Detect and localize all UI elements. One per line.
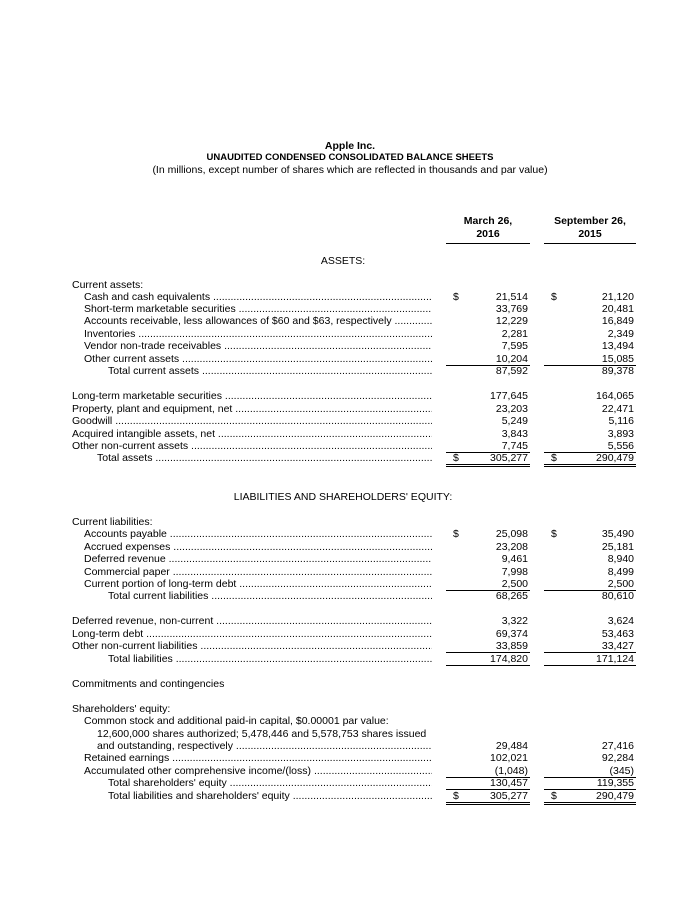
row-label: Deferred revenue ..... xyxy=(84,553,432,565)
amount: 177,645 xyxy=(490,390,528,402)
table-row xyxy=(0,452,700,464)
table-row xyxy=(0,403,700,415)
table-row xyxy=(0,541,700,553)
value-cell-2016 xyxy=(446,777,530,790)
row-label: Accrued expenses ..... xyxy=(84,541,432,553)
row-label: Vendor non-trade receivables ..... xyxy=(84,340,432,352)
value-cell-2016 xyxy=(446,291,530,303)
value-cell-2016 xyxy=(446,752,530,764)
row-label: 12,600,000 shares authorized; 5,478,446 and 5,578,753 shares issued xyxy=(97,728,427,740)
value-cell-2016 xyxy=(446,640,530,653)
amount: 7,595 xyxy=(501,340,528,352)
value-cell-2015 xyxy=(544,752,636,764)
assets-heading: ASSETS: xyxy=(320,255,366,267)
value-cell-2016 xyxy=(446,740,530,752)
table-row xyxy=(0,715,700,727)
row-label: Long-term marketable securities ..... xyxy=(72,390,432,402)
table-row xyxy=(0,415,700,427)
currency-symbol: $ xyxy=(551,291,557,303)
amount: 7,745 xyxy=(501,440,528,452)
amount: 7,998 xyxy=(501,566,528,578)
row-label: and outstanding, respectively ..... xyxy=(97,740,432,752)
amount: 3,624 xyxy=(607,615,634,627)
amount: 53,463 xyxy=(601,628,634,640)
table-row xyxy=(0,440,700,452)
amount: 21,514 xyxy=(495,291,528,303)
table-row xyxy=(0,728,700,740)
row-label: Accounts receivable, less allowances of $60 and $63, respectively ..... xyxy=(84,315,432,327)
amount: 12,229 xyxy=(495,315,528,327)
table-row xyxy=(0,777,700,789)
amount: 3,322 xyxy=(501,615,528,627)
row-label: Total assets ..... xyxy=(97,452,432,464)
amount: 33,769 xyxy=(495,303,528,315)
column-header-current xyxy=(446,215,530,244)
value-cell-2016 xyxy=(446,428,530,440)
row-label: Cash and cash equivalents ..... xyxy=(84,291,432,303)
value-cell-2015 xyxy=(544,553,636,565)
row-label: Total liabilities ..... xyxy=(108,653,432,665)
column-header-prior xyxy=(544,215,636,244)
value-cell-2015 xyxy=(544,328,636,340)
row-label: Commitments and contingencies xyxy=(72,678,225,690)
value-cell-2016 xyxy=(446,653,530,666)
table-row xyxy=(0,628,700,640)
amount: 130,457 xyxy=(490,777,528,789)
amount: 119,355 xyxy=(596,777,634,789)
row-label: Property, plant and equipment, net ..... xyxy=(72,403,432,415)
amount: 20,481 xyxy=(601,303,634,315)
value-cell-2016 xyxy=(446,415,530,427)
value-cell-2016 xyxy=(446,628,530,640)
table-row xyxy=(0,553,700,565)
row-label: Total current assets ..... xyxy=(108,365,432,377)
value-cell-2015 xyxy=(544,777,636,790)
amount: 5,556 xyxy=(607,440,634,452)
company-name: Apple Inc. xyxy=(324,140,376,152)
column-header-line: September 26, xyxy=(554,215,626,227)
row-label: Long-term debt ..... xyxy=(72,628,432,640)
value-cell-2015 xyxy=(544,790,636,805)
amount: 2,500 xyxy=(607,578,634,590)
row-label: Goodwill ..... xyxy=(72,415,432,427)
row-label: Other current assets ..... xyxy=(84,353,432,365)
amount: 33,859 xyxy=(495,640,528,652)
value-cell-2015 xyxy=(544,628,636,640)
table-row xyxy=(0,528,700,540)
currency-symbol: $ xyxy=(453,528,459,540)
amount: 164,065 xyxy=(596,390,634,402)
amount: 27,416 xyxy=(601,740,634,752)
table-row xyxy=(0,279,700,291)
amount: 29,484 xyxy=(495,740,528,752)
currency-symbol: $ xyxy=(551,452,557,464)
amount: 8,940 xyxy=(607,553,634,565)
amount: 89,378 xyxy=(601,365,634,377)
table-row xyxy=(0,315,700,327)
statement-subtitle: (In millions, except number of shares which are reflected in thousands and par value) xyxy=(152,164,548,176)
row-label: Acquired intangible assets, net ..... xyxy=(72,428,432,440)
amount: 2,281 xyxy=(501,328,528,340)
row-label: Inventories ..... xyxy=(84,328,432,340)
value-cell-2015 xyxy=(544,340,636,352)
value-cell-2016 xyxy=(446,541,530,553)
amount: 22,471 xyxy=(601,403,634,415)
value-cell-2015 xyxy=(544,541,636,553)
amount: 80,610 xyxy=(601,590,634,602)
statement-title: UNAUDITED CONDENSED CONSOLIDATED BALANCE SHEETS xyxy=(206,152,494,163)
amount: 171,124 xyxy=(596,653,634,665)
row-label: Shareholders' equity: xyxy=(72,703,171,715)
amount: 10,204 xyxy=(495,353,528,365)
value-cell-2015 xyxy=(544,365,636,377)
amount: 25,098 xyxy=(495,528,528,540)
amount: 3,843 xyxy=(501,428,528,440)
currency-symbol: $ xyxy=(453,291,459,303)
value-cell-2016 xyxy=(446,452,530,467)
value-cell-2016 xyxy=(446,528,530,540)
table-row xyxy=(0,640,700,652)
currency-symbol: $ xyxy=(453,790,459,802)
value-cell-2015 xyxy=(544,615,636,627)
amount: 9,461 xyxy=(501,553,528,565)
column-header-line: 2015 xyxy=(578,228,602,240)
value-cell-2016 xyxy=(446,566,530,578)
table-row xyxy=(0,353,700,365)
value-cell-2016 xyxy=(446,790,530,805)
value-cell-2016 xyxy=(446,340,530,352)
amount: 5,116 xyxy=(608,415,634,427)
amount: 305,277 xyxy=(490,452,528,464)
amount: 16,849 xyxy=(601,315,634,327)
amount: 23,203 xyxy=(495,403,528,415)
amount: 3,893 xyxy=(607,428,634,440)
amount: 290,479 xyxy=(596,790,634,802)
value-cell-2015 xyxy=(544,415,636,427)
table-row xyxy=(0,765,700,777)
row-label: Common stock and additional paid-in capital, $0.00001 par value: xyxy=(84,715,389,727)
table-row xyxy=(0,340,700,352)
table-row xyxy=(0,578,700,590)
table-row xyxy=(0,428,700,440)
table-row xyxy=(0,740,700,752)
value-cell-2015 xyxy=(544,740,636,752)
value-cell-2015 xyxy=(544,390,636,402)
row-label: Current portion of long-term debt ..... xyxy=(84,578,432,590)
value-cell-2016 xyxy=(446,365,530,377)
value-cell-2015 xyxy=(544,403,636,415)
row-label: Short-term marketable securities ..... xyxy=(84,303,432,315)
value-cell-2016 xyxy=(446,590,530,602)
table-row xyxy=(0,566,700,578)
amount: 92,284 xyxy=(601,752,634,764)
currency-symbol: $ xyxy=(551,528,557,540)
value-cell-2015 xyxy=(544,566,636,578)
value-cell-2015 xyxy=(544,640,636,653)
row-label: Commercial paper ..... xyxy=(84,566,432,578)
table-row xyxy=(0,516,700,528)
amount: 2,500 xyxy=(501,578,528,590)
row-label: Accounts payable ..... xyxy=(84,528,432,540)
value-cell-2015 xyxy=(544,303,636,315)
value-cell-2016 xyxy=(446,303,530,315)
amount: 33,427 xyxy=(601,640,634,652)
amount: (345) xyxy=(609,765,634,777)
amount: 23,208 xyxy=(495,541,528,553)
amount: 68,265 xyxy=(495,590,528,602)
amount: 25,181 xyxy=(601,541,634,553)
row-label: Other non-current liabilities ..... xyxy=(72,640,432,652)
amount: 21,120 xyxy=(601,291,634,303)
amount: 290,479 xyxy=(596,452,634,464)
table-row xyxy=(0,291,700,303)
row-label: Total shareholders' equity ..... xyxy=(108,777,432,789)
amount: 102,021 xyxy=(490,752,528,764)
amount: 2,349 xyxy=(607,328,634,340)
value-cell-2015 xyxy=(544,528,636,540)
table-row xyxy=(0,790,700,802)
value-cell-2016 xyxy=(446,328,530,340)
amount: 305,277 xyxy=(490,790,528,802)
row-label: Other non-current assets ..... xyxy=(72,440,432,452)
value-cell-2015 xyxy=(544,590,636,602)
row-label: Current assets: xyxy=(72,279,144,291)
table-row xyxy=(0,303,700,315)
value-cell-2016 xyxy=(446,615,530,627)
row-label: Retained earnings ..... xyxy=(84,752,432,764)
row-label: Accumulated other comprehensive income/(loss) ..... xyxy=(84,765,432,777)
table-row xyxy=(0,703,700,715)
row-label: Deferred revenue, non-current ..... xyxy=(72,615,432,627)
value-cell-2015 xyxy=(544,452,636,467)
table-row xyxy=(0,752,700,764)
amount: 5,249 xyxy=(501,415,528,427)
amount: 69,374 xyxy=(495,628,528,640)
row-label: Current liabilities: xyxy=(72,516,153,528)
table-row xyxy=(0,678,700,690)
table-row xyxy=(0,328,700,340)
value-cell-2016 xyxy=(446,390,530,402)
value-cell-2015 xyxy=(544,291,636,303)
value-cell-2015 xyxy=(544,428,636,440)
currency-symbol: $ xyxy=(551,790,557,802)
currency-symbol: $ xyxy=(453,452,459,464)
table-row xyxy=(0,365,700,377)
table-row xyxy=(0,615,700,627)
table-row xyxy=(0,590,700,602)
value-cell-2015 xyxy=(544,653,636,666)
value-cell-2016 xyxy=(446,403,530,415)
amount: 8,499 xyxy=(607,566,634,578)
amount: 87,592 xyxy=(495,365,528,377)
amount: 35,490 xyxy=(601,528,634,540)
value-cell-2016 xyxy=(446,315,530,327)
value-cell-2015 xyxy=(544,315,636,327)
table-row xyxy=(0,390,700,402)
amount: 13,494 xyxy=(601,340,634,352)
value-cell-2016 xyxy=(446,553,530,565)
column-header-line: March 26, xyxy=(463,215,513,227)
liabilities-heading: LIABILITIES AND SHAREHOLDERS' EQUITY: xyxy=(233,491,453,503)
amount: (1,048) xyxy=(494,765,528,777)
row-label: Total liabilities and shareholders' equity ..... xyxy=(108,790,432,802)
table-row xyxy=(0,653,700,665)
row-label: Total current liabilities ..... xyxy=(108,590,432,602)
amount: 174,820 xyxy=(490,653,528,665)
column-header-line: 2016 xyxy=(476,228,500,240)
amount: 15,085 xyxy=(601,353,634,365)
